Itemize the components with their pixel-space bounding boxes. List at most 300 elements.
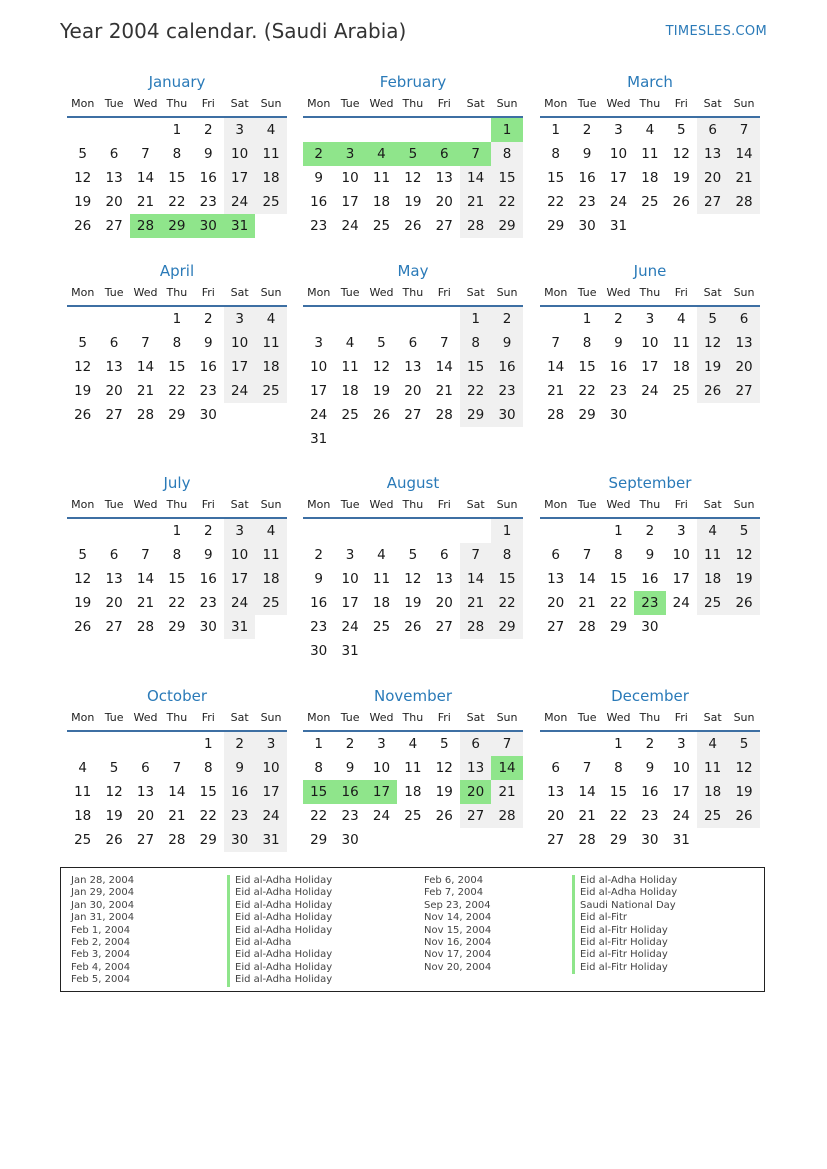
day-cell[interactable]: 2 [645, 523, 655, 539]
day-cell[interactable]: 8 [172, 547, 182, 563]
day-cell[interactable]: 17 [255, 780, 286, 804]
day-cell[interactable]: 11 [641, 146, 659, 162]
day-cell[interactable]: 12 [105, 784, 123, 800]
day-cell[interactable]: 25 [255, 591, 286, 615]
day-cell[interactable]: 15 [609, 571, 628, 587]
day-cell[interactable]: 11 [255, 331, 286, 355]
day-cell[interactable]: 5 [397, 142, 428, 166]
day-cell[interactable]: 31 [224, 615, 255, 639]
day-cell[interactable]: 6 [551, 547, 560, 563]
day-cell[interactable]: 3 [224, 118, 255, 142]
day-cell[interactable]: 18 [697, 780, 728, 804]
day-cell[interactable]: 15 [460, 355, 491, 379]
day-cell[interactable]: 30 [310, 643, 328, 659]
day-cell[interactable]: 29 [168, 619, 186, 635]
day-cell[interactable]: 27 [105, 619, 123, 635]
day-cell[interactable]: 18 [641, 170, 659, 186]
day-cell[interactable]: 8 [172, 335, 182, 351]
day-cell[interactable]: 5 [676, 122, 686, 138]
day-cell[interactable]: 24 [372, 808, 391, 824]
day-cell[interactable]: 27 [136, 832, 155, 848]
day-cell[interactable]: 30 [641, 832, 659, 848]
day-cell[interactable]: 1 [314, 736, 323, 752]
day-cell[interactable]: 11 [697, 756, 728, 780]
day-cell[interactable]: 11 [672, 335, 690, 351]
day-cell[interactable]: 8 [172, 146, 182, 162]
day-cell[interactable]: 23 [310, 619, 328, 635]
day-cell[interactable]: 23 [641, 808, 659, 824]
day-cell[interactable]: 15 [491, 166, 522, 190]
day-cell[interactable]: 10 [372, 760, 391, 776]
day-cell[interactable]: 18 [341, 383, 359, 399]
day-cell[interactable]: 19 [435, 784, 453, 800]
day-cell[interactable]: 21 [547, 383, 565, 399]
day-cell[interactable]: 2 [203, 311, 213, 327]
day-cell[interactable]: 5 [109, 760, 119, 776]
day-cell[interactable]: 16 [609, 359, 628, 375]
day-cell[interactable]: 17 [672, 784, 690, 800]
day-cell[interactable]: 5 [728, 519, 759, 543]
day-cell[interactable]: 2 [224, 732, 255, 756]
day-cell[interactable]: 17 [310, 383, 328, 399]
day-cell[interactable]: 21 [435, 383, 453, 399]
day-cell[interactable]: 12 [372, 359, 391, 375]
day-cell[interactable]: 2 [314, 547, 323, 563]
day-cell[interactable]: 21 [168, 808, 186, 824]
day-cell[interactable]: 4 [377, 547, 386, 563]
day-cell[interactable]: 14 [136, 359, 155, 375]
day-cell[interactable]: 13 [728, 331, 759, 355]
day-cell[interactable]: 4 [645, 122, 655, 138]
day-cell[interactable]: 15 [609, 784, 628, 800]
day-cell[interactable]: 27 [435, 619, 453, 635]
day-cell[interactable]: 8 [460, 331, 491, 355]
day-cell[interactable]: 22 [168, 194, 186, 210]
day-cell[interactable]: 6 [728, 307, 759, 331]
day-cell[interactable]: 2 [203, 122, 213, 138]
day-cell[interactable]: 10 [310, 359, 328, 375]
day-cell[interactable]: 4 [345, 335, 355, 351]
day-cell[interactable]: 12 [728, 756, 759, 780]
day-cell[interactable]: 1 [460, 307, 491, 331]
day-cell[interactable]: 25 [697, 591, 728, 615]
day-cell[interactable]: 17 [641, 359, 659, 375]
day-cell[interactable]: 28 [130, 214, 161, 238]
day-cell[interactable]: 26 [672, 194, 690, 210]
day-cell[interactable]: 24 [672, 808, 690, 824]
day-cell[interactable]: 20 [105, 194, 123, 210]
day-cell[interactable]: 28 [578, 832, 596, 848]
day-cell[interactable]: 12 [404, 571, 422, 587]
day-cell[interactable]: 27 [547, 619, 565, 635]
day-cell[interactable]: 4 [255, 118, 286, 142]
day-cell[interactable]: 21 [136, 383, 155, 399]
day-cell[interactable]: 15 [168, 359, 186, 375]
day-cell[interactable]: 6 [109, 547, 119, 563]
day-cell[interactable]: 26 [435, 808, 453, 824]
day-cell[interactable]: 7 [439, 335, 449, 351]
day-cell[interactable]: 2 [614, 311, 623, 327]
day-cell[interactable]: 17 [224, 166, 255, 190]
day-cell[interactable]: 28 [460, 214, 491, 238]
day-cell[interactable]: 6 [109, 335, 119, 351]
day-cell[interactable]: 12 [74, 170, 92, 186]
day-cell[interactable]: 1 [172, 122, 182, 138]
day-cell[interactable]: 10 [224, 331, 255, 355]
day-cell[interactable]: 19 [404, 595, 422, 611]
day-cell[interactable]: 28 [460, 615, 491, 639]
day-cell[interactable]: 28 [435, 407, 453, 423]
day-cell[interactable]: 22 [609, 808, 628, 824]
day-cell[interactable]: 26 [372, 407, 391, 423]
day-cell[interactable]: 26 [105, 832, 123, 848]
day-cell[interactable]: 14 [578, 571, 596, 587]
day-cell[interactable]: 4 [697, 732, 728, 756]
day-cell[interactable]: 23 [609, 383, 628, 399]
day-cell[interactable]: 13 [435, 571, 453, 587]
day-cell[interactable]: 29 [491, 615, 522, 639]
day-cell[interactable]: 24 [341, 218, 359, 234]
day-cell[interactable]: 26 [697, 379, 728, 403]
day-cell[interactable]: 21 [460, 591, 491, 615]
day-cell[interactable]: 2 [203, 523, 213, 539]
day-cell[interactable]: 3 [676, 736, 686, 752]
day-cell[interactable]: 6 [439, 547, 449, 563]
day-cell[interactable]: 28 [728, 190, 759, 214]
day-cell[interactable]: 13 [547, 571, 565, 587]
day-cell[interactable]: 13 [435, 170, 453, 186]
day-cell[interactable]: 29 [161, 214, 192, 238]
day-cell[interactable]: 15 [303, 780, 334, 804]
day-cell[interactable]: 1 [582, 311, 592, 327]
day-cell[interactable]: 9 [203, 547, 213, 563]
day-cell[interactable]: 11 [404, 760, 422, 776]
day-cell[interactable]: 29 [578, 407, 596, 423]
day-cell[interactable]: 18 [672, 359, 690, 375]
day-cell[interactable]: 16 [199, 170, 217, 186]
day-cell[interactable]: 20 [547, 595, 565, 611]
day-cell[interactable]: 25 [372, 218, 391, 234]
day-cell[interactable]: 9 [314, 170, 323, 186]
day-cell[interactable]: 20 [136, 808, 155, 824]
day-cell[interactable]: 27 [460, 804, 491, 828]
day-cell[interactable]: 1 [551, 122, 560, 138]
day-cell[interactable]: 26 [728, 804, 759, 828]
day-cell[interactable]: 16 [491, 355, 522, 379]
day-cell[interactable]: 3 [377, 736, 386, 752]
day-cell[interactable]: 27 [697, 190, 728, 214]
day-cell[interactable]: 28 [578, 619, 596, 635]
day-cell[interactable]: 2 [345, 736, 355, 752]
day-cell[interactable]: 9 [645, 547, 655, 563]
day-cell[interactable]: 14 [728, 142, 759, 166]
day-cell[interactable]: 30 [199, 407, 217, 423]
day-cell[interactable]: 10 [255, 756, 286, 780]
day-cell[interactable]: 28 [168, 832, 186, 848]
day-cell[interactable]: 22 [609, 595, 628, 611]
day-cell[interactable]: 25 [641, 194, 659, 210]
day-cell[interactable]: 19 [74, 194, 92, 210]
day-cell[interactable]: 10 [641, 335, 659, 351]
day-cell[interactable]: 8 [614, 547, 623, 563]
day-cell[interactable]: 8 [203, 760, 213, 776]
day-cell[interactable]: 21 [728, 166, 759, 190]
day-cell[interactable]: 15 [491, 567, 522, 591]
day-cell[interactable]: 25 [341, 407, 359, 423]
day-cell[interactable]: 9 [491, 331, 522, 355]
day-cell[interactable]: 7 [460, 543, 491, 567]
day-cell[interactable]: 27 [435, 218, 453, 234]
day-cell[interactable]: 18 [255, 567, 286, 591]
day-cell[interactable]: 10 [609, 146, 628, 162]
day-cell[interactable]: 4 [676, 311, 686, 327]
day-cell[interactable]: 18 [255, 166, 286, 190]
day-cell[interactable]: 19 [74, 595, 92, 611]
day-cell[interactable]: 16 [310, 194, 328, 210]
day-cell[interactable]: 29 [199, 832, 217, 848]
day-cell[interactable]: 25 [372, 619, 391, 635]
day-cell[interactable]: 9 [203, 146, 213, 162]
day-cell[interactable]: 2 [582, 122, 592, 138]
day-cell[interactable]: 1 [614, 736, 623, 752]
day-cell[interactable]: 7 [141, 335, 150, 351]
day-cell[interactable]: 30 [641, 619, 659, 635]
day-cell[interactable]: 19 [728, 780, 759, 804]
day-cell[interactable]: 19 [697, 355, 728, 379]
day-cell[interactable]: 27 [404, 407, 422, 423]
day-cell[interactable]: 20 [460, 780, 491, 804]
day-cell[interactable]: 11 [697, 543, 728, 567]
day-cell[interactable]: 28 [547, 407, 565, 423]
day-cell[interactable]: 22 [168, 383, 186, 399]
day-cell[interactable]: 21 [136, 595, 155, 611]
day-cell[interactable]: 14 [136, 571, 155, 587]
day-cell[interactable]: 9 [314, 571, 323, 587]
day-cell[interactable]: 23 [199, 383, 217, 399]
day-cell[interactable]: 1 [203, 736, 213, 752]
day-cell[interactable]: 6 [460, 732, 491, 756]
day-cell[interactable]: 17 [366, 780, 397, 804]
day-cell[interactable]: 6 [551, 760, 560, 776]
day-cell[interactable]: 10 [672, 760, 690, 776]
day-cell[interactable]: 22 [310, 808, 328, 824]
day-cell[interactable]: 30 [491, 403, 522, 427]
day-cell[interactable]: 7 [728, 118, 759, 142]
day-cell[interactable]: 24 [672, 595, 690, 611]
day-cell[interactable]: 9 [345, 760, 355, 776]
day-cell[interactable]: 30 [193, 214, 224, 238]
day-cell[interactable]: 24 [224, 190, 255, 214]
day-cell[interactable]: 29 [168, 407, 186, 423]
day-cell[interactable]: 14 [168, 784, 186, 800]
day-cell[interactable]: 24 [341, 619, 359, 635]
day-cell[interactable]: 14 [491, 756, 522, 780]
day-cell[interactable]: 2 [491, 307, 522, 331]
day-cell[interactable]: 16 [641, 571, 659, 587]
day-cell[interactable]: 5 [377, 335, 386, 351]
day-cell[interactable]: 3 [614, 122, 623, 138]
day-cell[interactable]: 16 [199, 571, 217, 587]
brand-logo-text[interactable]: TIMESLES.COM [665, 24, 767, 39]
day-cell[interactable]: 3 [645, 311, 655, 327]
day-cell[interactable]: 31 [609, 218, 628, 234]
day-cell[interactable]: 20 [728, 355, 759, 379]
day-cell[interactable]: 1 [491, 519, 522, 543]
day-cell[interactable]: 12 [435, 760, 453, 776]
day-cell[interactable]: 24 [255, 804, 286, 828]
day-cell[interactable]: 30 [609, 407, 628, 423]
day-cell[interactable]: 16 [334, 780, 365, 804]
day-cell[interactable]: 6 [141, 760, 150, 776]
day-cell[interactable]: 18 [404, 784, 422, 800]
day-cell[interactable]: 23 [634, 591, 665, 615]
day-cell[interactable]: 2 [645, 736, 655, 752]
day-cell[interactable]: 3 [345, 547, 355, 563]
day-cell[interactable]: 5 [439, 736, 449, 752]
day-cell[interactable]: 6 [429, 142, 460, 166]
day-cell[interactable]: 23 [224, 804, 255, 828]
day-cell[interactable]: 15 [168, 571, 186, 587]
day-cell[interactable]: 16 [578, 170, 596, 186]
day-cell[interactable]: 19 [728, 567, 759, 591]
day-cell[interactable]: 22 [491, 591, 522, 615]
day-cell[interactable]: 5 [78, 335, 87, 351]
day-cell[interactable]: 6 [408, 335, 418, 351]
day-cell[interactable]: 31 [224, 214, 255, 238]
day-cell[interactable]: 16 [641, 784, 659, 800]
day-cell[interactable]: 5 [408, 547, 418, 563]
day-cell[interactable]: 13 [105, 359, 123, 375]
day-cell[interactable]: 26 [74, 218, 92, 234]
day-cell[interactable]: 24 [641, 383, 659, 399]
day-cell[interactable]: 29 [547, 218, 565, 234]
day-cell[interactable]: 19 [404, 194, 422, 210]
day-cell[interactable]: 20 [547, 808, 565, 824]
day-cell[interactable]: 17 [224, 355, 255, 379]
day-cell[interactable]: 31 [672, 832, 690, 848]
day-cell[interactable]: 4 [408, 736, 418, 752]
day-cell[interactable]: 8 [614, 760, 623, 776]
day-cell[interactable]: 30 [578, 218, 596, 234]
day-cell[interactable]: 23 [578, 194, 596, 210]
day-cell[interactable]: 4 [366, 142, 397, 166]
day-cell[interactable]: 24 [609, 194, 628, 210]
day-cell[interactable]: 13 [697, 142, 728, 166]
day-cell[interactable]: 12 [404, 170, 422, 186]
day-cell[interactable]: 15 [168, 170, 186, 186]
day-cell[interactable]: 19 [105, 808, 123, 824]
day-cell[interactable]: 27 [728, 379, 759, 403]
day-cell[interactable]: 3 [676, 523, 686, 539]
day-cell[interactable]: 11 [372, 571, 391, 587]
day-cell[interactable]: 30 [341, 832, 359, 848]
day-cell[interactable]: 6 [109, 146, 119, 162]
day-cell[interactable]: 25 [255, 379, 286, 403]
day-cell[interactable]: 7 [491, 732, 522, 756]
day-cell[interactable]: 13 [136, 784, 155, 800]
day-cell[interactable]: 4 [255, 519, 286, 543]
day-cell[interactable]: 14 [435, 359, 453, 375]
day-cell[interactable]: 9 [582, 146, 592, 162]
day-cell[interactable]: 21 [491, 780, 522, 804]
day-cell[interactable]: 26 [74, 407, 92, 423]
day-cell[interactable]: 12 [74, 359, 92, 375]
day-cell[interactable]: 20 [697, 166, 728, 190]
day-cell[interactable]: 17 [672, 571, 690, 587]
day-cell[interactable]: 23 [199, 595, 217, 611]
day-cell[interactable]: 3 [334, 142, 365, 166]
day-cell[interactable]: 17 [609, 170, 628, 186]
day-cell[interactable]: 18 [74, 808, 92, 824]
day-cell[interactable]: 20 [404, 383, 422, 399]
day-cell[interactable]: 12 [672, 146, 690, 162]
day-cell[interactable]: 23 [199, 194, 217, 210]
day-cell[interactable]: 7 [172, 760, 182, 776]
day-cell[interactable]: 12 [697, 331, 728, 355]
day-cell[interactable]: 19 [672, 170, 690, 186]
day-cell[interactable]: 29 [609, 619, 628, 635]
day-cell[interactable]: 8 [491, 142, 522, 166]
day-cell[interactable]: 22 [578, 383, 596, 399]
day-cell[interactable]: 5 [728, 732, 759, 756]
day-cell[interactable]: 3 [224, 307, 255, 331]
day-cell[interactable]: 17 [224, 567, 255, 591]
day-cell[interactable]: 7 [141, 547, 150, 563]
day-cell[interactable]: 25 [672, 383, 690, 399]
day-cell[interactable]: 3 [255, 732, 286, 756]
day-cell[interactable]: 20 [105, 595, 123, 611]
day-cell[interactable]: 26 [728, 591, 759, 615]
day-cell[interactable]: 10 [224, 142, 255, 166]
day-cell[interactable]: 11 [255, 543, 286, 567]
day-cell[interactable]: 11 [341, 359, 359, 375]
day-cell[interactable]: 19 [372, 383, 391, 399]
day-cell[interactable]: 11 [255, 142, 286, 166]
day-cell[interactable]: 27 [105, 407, 123, 423]
day-cell[interactable]: 1 [614, 523, 623, 539]
day-cell[interactable]: 16 [224, 780, 255, 804]
day-cell[interactable]: 14 [136, 170, 155, 186]
day-cell[interactable]: 13 [404, 359, 422, 375]
day-cell[interactable]: 2 [303, 142, 334, 166]
day-cell[interactable]: 23 [310, 218, 328, 234]
day-cell[interactable]: 18 [697, 567, 728, 591]
day-cell[interactable]: 29 [609, 832, 628, 848]
day-cell[interactable]: 28 [136, 407, 155, 423]
day-cell[interactable]: 17 [341, 595, 359, 611]
day-cell[interactable]: 14 [460, 567, 491, 591]
day-cell[interactable]: 21 [136, 194, 155, 210]
day-cell[interactable]: 29 [310, 832, 328, 848]
day-cell[interactable]: 25 [404, 808, 422, 824]
day-cell[interactable]: 24 [224, 379, 255, 403]
day-cell[interactable]: 26 [404, 619, 422, 635]
day-cell[interactable]: 20 [435, 595, 453, 611]
day-cell[interactable]: 22 [460, 379, 491, 403]
day-cell[interactable]: 1 [172, 311, 182, 327]
day-cell[interactable]: 5 [78, 547, 87, 563]
day-cell[interactable]: 1 [172, 523, 182, 539]
day-cell[interactable]: 8 [551, 146, 560, 162]
day-cell[interactable]: 12 [728, 543, 759, 567]
day-cell[interactable]: 25 [255, 190, 286, 214]
day-cell[interactable]: 9 [614, 335, 623, 351]
day-cell[interactable]: 11 [74, 784, 92, 800]
day-cell[interactable]: 7 [460, 142, 491, 166]
day-cell[interactable]: 4 [697, 519, 728, 543]
day-cell[interactable]: 30 [224, 828, 255, 852]
day-cell[interactable]: 9 [645, 760, 655, 776]
